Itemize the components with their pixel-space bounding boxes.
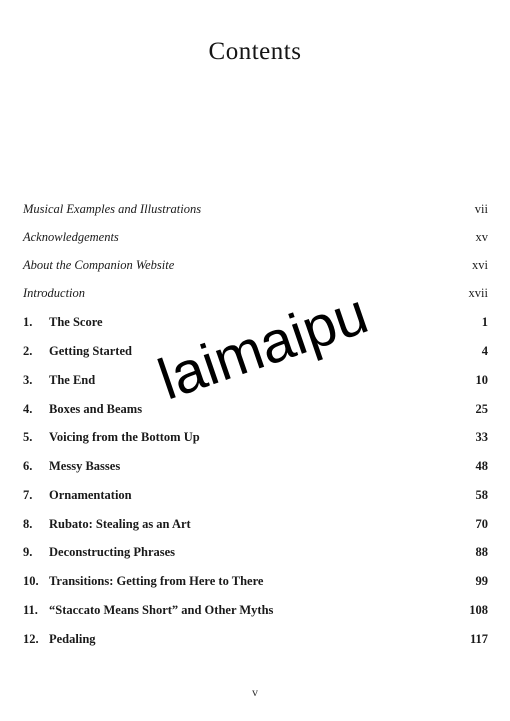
chapter-title: Ornamentation (49, 488, 132, 502)
entry-page: xvi (472, 258, 488, 272)
chapter-title: “Staccato Means Short” and Other Myths (49, 603, 274, 617)
toc-chapter (23, 430, 488, 450)
chapter-page: 117 (469, 632, 488, 646)
chapter-page: 4 (481, 344, 488, 358)
chapter-number: 8. (23, 517, 33, 531)
entry-page: xvii (468, 286, 488, 300)
chapter-number: 9. (23, 545, 33, 559)
chapter-page: 88 (475, 545, 488, 559)
chapter-page: 1 (481, 315, 488, 329)
chapter-page: 58 (475, 488, 488, 502)
chapter-title: Transitions: Getting from Here to There (49, 574, 264, 588)
chapter-title: Rubato: Stealing as an Art (49, 517, 191, 531)
chapter-page: 99 (475, 574, 488, 588)
chapter-title: Boxes and Beams (49, 402, 143, 416)
page-number: v (252, 685, 258, 699)
toc-chapter (23, 545, 488, 565)
chapter-page: 10 (475, 373, 488, 387)
chapter-number: 4. (23, 402, 33, 416)
chapter-number: 7. (23, 488, 33, 502)
chapter-number: 11. (23, 603, 38, 617)
toc-chapter (23, 402, 488, 422)
entry-label: Acknowledgements (23, 230, 119, 244)
chapter-number: 12. (23, 632, 39, 646)
chapter-page: 108 (469, 603, 488, 617)
toc-chapter (23, 517, 488, 537)
page-title: Contents (208, 38, 302, 65)
chapter-title: The End (49, 373, 96, 387)
chapter-title: Messy Basses (49, 459, 121, 473)
watermark: laimaipu (150, 280, 376, 413)
toc-entry (23, 258, 488, 278)
toc-chapter (23, 632, 488, 652)
entry-label: About the Companion Website (23, 258, 175, 272)
chapter-title: Pedaling (49, 632, 96, 646)
chapter-title: Deconstructing Phrases (49, 545, 176, 559)
entry-page: vii (474, 202, 488, 216)
toc-chapter (23, 574, 488, 594)
toc-entry (23, 202, 488, 222)
chapter-title: Voicing from the Bottom Up (49, 430, 200, 444)
toc-chapter (23, 459, 488, 479)
chapter-title: Getting Started (49, 344, 132, 358)
chapter-number: 3. (23, 373, 33, 387)
toc-chapter (23, 603, 488, 623)
chapter-number: 1. (23, 315, 33, 329)
chapter-page: 33 (475, 430, 488, 444)
toc-chapter (23, 488, 488, 508)
toc-entry (23, 286, 488, 306)
chapter-number: 6. (23, 459, 33, 473)
chapter-page: 70 (475, 517, 488, 531)
entry-page: xv (475, 230, 488, 244)
chapter-number: 5. (23, 430, 33, 444)
chapter-number: 2. (23, 344, 33, 358)
entry-label: Introduction (23, 286, 86, 300)
chapter-title: The Score (49, 315, 103, 329)
entry-label: Musical Examples and Illustrations (23, 202, 202, 216)
chapter-page: 48 (475, 459, 488, 473)
chapter-number: 10. (23, 574, 39, 588)
chapter-page: 25 (475, 402, 488, 416)
toc-entry (23, 230, 488, 250)
